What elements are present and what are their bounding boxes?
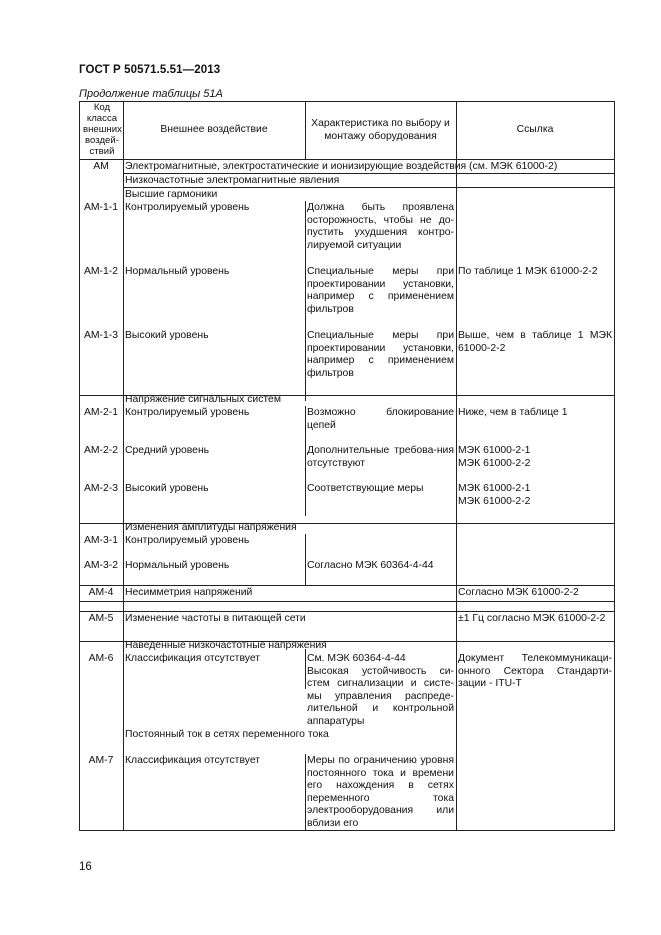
row-code: АМ-1-3 — [83, 330, 119, 341]
group-title: Наведенные низкочастотные напряжения — [125, 640, 327, 651]
table-rule — [305, 754, 306, 831]
table-rule — [123, 101, 124, 831]
row-code: АМ-5 — [88, 613, 114, 624]
row-impact: Нормальный уровень — [125, 560, 230, 571]
row-characteristic: Согласно МЭК 60364-4-44 — [307, 560, 434, 571]
row-characteristic: Дополнительные требова-ния отсутствуют — [307, 445, 454, 469]
row-code: АМ-2-1 — [83, 407, 119, 418]
table-rule — [305, 649, 306, 689]
row-impact: Классификация отсутствует — [125, 755, 261, 766]
row-characteristic: Должна быть проявлена осторожность, чтобы не до-пустить ухудшения контро-лируемой ситуации — [307, 202, 454, 251]
row-impact: Контролируемый уровень — [125, 535, 250, 546]
table-rule — [305, 101, 306, 159]
row-code: АМ-3-2 — [83, 560, 119, 571]
row-code: АМ-6 — [88, 653, 114, 664]
row-code: АМ-2-3 — [83, 483, 119, 494]
row-impact: Несимметрия напряжений — [125, 587, 253, 598]
row-characteristic: Возможно блокирование цепей — [307, 407, 454, 431]
row-code: АМ-4 — [88, 587, 114, 598]
table-rule — [614, 101, 615, 831]
equipment-selection-table — [79, 101, 614, 831]
row-reference: Выше, чем в таблице 1 МЭК 61000-2-2 — [458, 330, 612, 354]
group-title: Изменения амплитуды напряжения — [125, 522, 297, 533]
row-impact: Контролируемый уровень — [125, 202, 250, 213]
col-header-characteristic: Характеристика по выбору и монтажу оборудования — [311, 118, 450, 142]
row-reference: По таблице 1 МЭК 61000-2-2 — [458, 266, 598, 277]
row-characteristic: См. МЭК 60364-4-44 Высокая устойчивость си-стем сигнализации и систе-мы управления распреде-лительной и контрольной аппаратуры — [307, 653, 454, 727]
row-code: АМ-1-1 — [83, 202, 119, 213]
table-rule — [305, 406, 306, 516]
row-reference: Документ Телекоммуникаци-онного Сектора Стандарти-зации - ITU-T — [458, 653, 612, 690]
row-reference: Ниже, чем в таблице 1 — [458, 407, 568, 418]
table-rule — [79, 159, 614, 160]
row-reference: МЭК 61000-2-1 МЭК 61000-2-2 — [458, 445, 531, 469]
group-title: Напряжение сигнальных систем — [125, 394, 281, 405]
section-subtitle: Низкочастотные электромагнитные явления — [125, 175, 340, 186]
row-reference: Согласно МЭК 61000-2-2 — [458, 587, 579, 598]
table-rule — [79, 611, 614, 612]
table-rule — [79, 601, 614, 602]
row-reference: МЭК 61000-2-1 МЭК 61000-2-2 — [458, 483, 531, 507]
section-title: Электромагнитные, электростатические и ионизирующие воздействия (см. МЭК 61000-2) — [125, 161, 558, 172]
group-title: Постоянный ток в сетях переменного тока — [125, 729, 329, 740]
table-rule — [79, 585, 614, 586]
group-title: Высшие гармоники — [125, 189, 218, 200]
row-characteristic: Специальные меры при проектировании установки, например с применением фильтров — [307, 330, 454, 379]
row-reference: ±1 Гц согласно МЭК 61000-2-2 — [458, 613, 606, 624]
row-code: АМ-2-2 — [83, 445, 119, 456]
table-rule — [305, 201, 306, 401]
col-header-code: Код класса внешних воздей-ствий — [83, 102, 122, 157]
row-impact: Контролируемый уровень — [125, 407, 250, 418]
row-code: АМ-3-1 — [83, 535, 119, 546]
row-code: АМ — [93, 161, 109, 172]
col-header-reference: Ссылка — [516, 124, 554, 135]
row-impact: Высокий уровень — [125, 483, 209, 494]
row-code: АМ-1-2 — [83, 266, 119, 277]
row-impact: Высокий уровень — [125, 330, 209, 341]
row-characteristic: Соответствующие меры — [307, 483, 424, 494]
row-impact: Средний уровень — [125, 445, 210, 456]
table-rule — [456, 101, 457, 831]
row-impact: Классификация отсутствует — [125, 653, 261, 664]
table-caption: Продолжение таблицы 51А — [79, 88, 223, 100]
row-impact: Нормальный уровень — [125, 266, 230, 277]
row-impact: Изменение частоты в питающей сети — [125, 613, 306, 624]
row-characteristic: Меры по ограничению уровня постоянного тока и времени его нахождения в сетях переменного тока электрооборудования или вблизи его — [307, 755, 454, 829]
page-number: 16 — [79, 861, 92, 873]
table-rule — [305, 534, 306, 586]
col-header-impact: Внешнее воздействие — [160, 124, 268, 135]
row-code: АМ-7 — [88, 755, 114, 766]
table-rule — [79, 101, 614, 102]
row-characteristic: Специальные меры при проектировании установки, например с применением фильтров — [307, 266, 454, 315]
document-header: ГОСТ Р 50571.5.51—2013 — [79, 64, 221, 76]
